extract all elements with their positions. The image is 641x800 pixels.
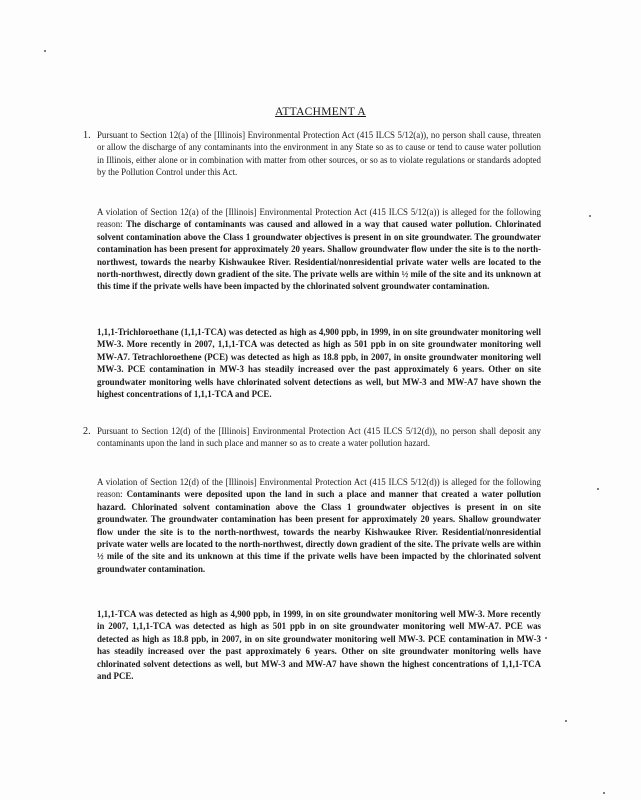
section-2-violation xyxy=(97,476,541,575)
section-1-violation-intro: A violation of Section 12(a) of the [Illinois] Environmental Protection Act (415 ILCS 5/12(a)) is alleged for the following reason: xyxy=(97,207,541,230)
section-2-findings-text: 1,1,1-TCA was detected as high as 4,900 ppb, in 1999, in on site groundwater monitoring well MW-3. More recently in 2007, 1,1,1-TCA was detected as high as 501 ppb in on site groundwater monitoring well MW-A7. PCE was detected as high as 18.8 ppb, in 2007, in on site groundwater monitoring well MW-3. PCE contamination in MW-3 has steadily increased over the past approximately 6 years. Other on site groundwater monitoring wells have chlorinated solvent detections as well, but MW-3 and MW-A7 have shown the highest concentrations of 1,1,1-TCA and PCE. xyxy=(97,609,541,682)
scan-speck xyxy=(603,792,605,794)
section-2-violation-paragraph xyxy=(97,476,541,575)
section-1-findings-text: 1,1,1-Trichloroethane (1,1,1-TCA) was detected as high as 4,900 ppb, in 1999, in on site groundwater monitoring well MW-3. More recently in 2007, 1,1,1-TCA was detected as high as 501 ppb in on site groundwater monitoring well MW-A7. Tetrachloroethene (PCE) was detected as high as 18.8 ppb, in 2007, in onsite groundwater monitoring well MW-3. PCE contamination in MW-3 has steadily increased over the past approximately 6 years. Other on site groundwater monitoring wells have chlorinated solvent detections as well, but MW-3 and MW-A7 have shown the highest concentrations of 1,1,1-TCA and PCE. xyxy=(97,327,541,400)
scan-speck xyxy=(565,720,567,722)
scan-speck xyxy=(589,215,591,217)
section-2-findings xyxy=(97,608,541,682)
section-2-number: 2. xyxy=(83,426,91,437)
scan-speck xyxy=(597,488,599,490)
scan-speck xyxy=(545,637,547,639)
page-title: ATTACHMENT A xyxy=(275,106,366,118)
section-1-findings xyxy=(97,326,541,400)
section-2-violation-intro: A violation of Section 12(d) of the [Illinois] Environmental Protection Act (415 ILCS 5/12(d)) is alleged for the following reason: xyxy=(97,477,541,500)
scan-speck xyxy=(44,50,46,52)
section-1-statute: Pursuant to Section 12(a) of the [Illinois] Environmental Protection Act (415 ILCS 5/12(a)), no person shall cause, threaten or allow the discharge of any contaminants into the environment in any State so as to cause or tend to cause water pollution in Illinois, either alone or in combination with matter from other sources, or so as to violate regulations or standards adopted by the Pollution Control under this Act. xyxy=(97,130,541,178)
section-1-number: 1. xyxy=(83,130,91,141)
section-1-violation xyxy=(97,206,541,293)
section-2 xyxy=(83,425,541,450)
section-1-violation-detail: The discharge of contaminants was caused and allowed in a way that caused water pollution. Chlorinated solvent contamination above the Class 1 groundwater objectives is present in on site groundwater. The groundwater contamination has been present for approximately 20 years. Shallow groundwater flow under the site is to the north-northwest, towards the nearby Kishwaukee River. Residential/nonresidential private water wells are located to the north-northwest, directly down gradient of the site. The private wells are within ½ mile of the site and its unknown at this time if the private wells have been impacted by the chlorinated solvent groundwater contamination. xyxy=(97,219,541,292)
section-2-violation-detail: Contaminants were deposited upon the land in such a place and manner that created a water pollution hazard. Chlorinated solvent contamination above the Class 1 groundwater objectives is present in on site groundwater. The groundwater contamination has been present for approximately 20 years. Shallow groundwater flow under the site is to the north-northwest, towards the nearby Kishwaukee River. Residential/nonresidential private water wells are located to the north-northwest, directly down gradient of the site. The private wells are within ½ mile of the site and its unknown at this time if the private wells have been impacted by the chlorinated solvent groundwater contamination. xyxy=(97,489,541,574)
section-2-statute: Pursuant to Section 12(d) of the [Illinois] Environmental Protection Act (415 ILCS 5/12(d)), no person shall deposit any contaminants upon the land in such place and manner so as to create a water pollution hazard. xyxy=(97,426,541,449)
section-1 xyxy=(83,129,541,179)
section-1-violation-paragraph xyxy=(97,206,541,293)
